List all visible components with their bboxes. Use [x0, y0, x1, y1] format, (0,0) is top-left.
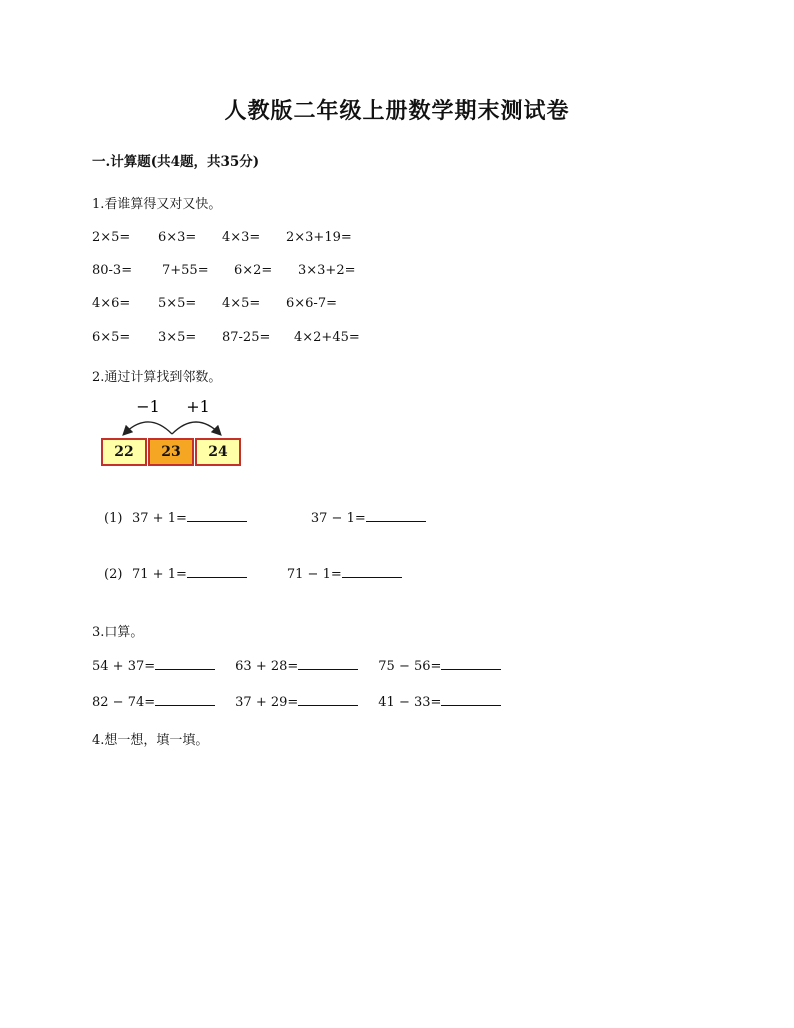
page-title: 人教版二年级上册数学期末测试卷: [224, 98, 570, 124]
q1-expression: 4×6=: [92, 296, 131, 311]
q1-expression: 4×3=: [222, 230, 261, 245]
answer-blank[interactable]: [366, 509, 426, 522]
q3-expression: 75 − 56=: [378, 659, 442, 674]
q1-expression: 5×5=: [158, 296, 197, 311]
q1-row-2: [92, 263, 356, 278]
q1-expression: 80-3=: [92, 263, 133, 278]
q1-expression: 4×2+45=: [294, 330, 360, 345]
q3-expression: 37 + 29=: [235, 695, 299, 710]
q2-expression: 71 − 1=: [286, 567, 342, 582]
answer-blank[interactable]: [342, 565, 402, 578]
q2-item-1: [104, 509, 426, 526]
q1-expression: 7+55=: [162, 263, 209, 278]
question-1-prompt: 1.看谁算得又对又快。: [92, 197, 222, 212]
answer-blank[interactable]: [187, 509, 247, 522]
answer-blank[interactable]: [441, 657, 501, 670]
q1-row-1: [92, 230, 352, 245]
q1-row-4: [92, 330, 360, 345]
answer-blank[interactable]: [155, 657, 215, 670]
neighbor-arrows: [100, 396, 250, 438]
q1-expression: 3×5=: [158, 330, 197, 345]
q2-expression: 71 + 1=: [132, 567, 187, 582]
q3-row-1: [92, 657, 501, 674]
q2-expression: 37 − 1=: [310, 511, 366, 526]
q1-expression: 2×5=: [92, 230, 131, 245]
number-box-center: 23: [148, 438, 194, 466]
q3-expression: 54 + 37=: [92, 659, 156, 674]
q1-expression: 6×6-7=: [286, 296, 337, 311]
plus-one-label: +1: [186, 397, 210, 416]
answer-blank[interactable]: [298, 657, 358, 670]
q1-row-3: [92, 296, 337, 311]
q3-expression: 63 + 28=: [235, 659, 299, 674]
question-3-prompt: 3.口算。: [92, 625, 144, 640]
q1-expression: 4×5=: [222, 296, 261, 311]
question-2-prompt: 2.通过计算找到邻数。: [92, 370, 222, 385]
q2-item-2: [104, 565, 402, 582]
answer-blank[interactable]: [187, 565, 247, 578]
minus-arrow: [124, 422, 172, 434]
q1-expression: 6×3=: [158, 230, 197, 245]
answer-blank[interactable]: [155, 693, 215, 706]
question-4-prompt: 4.想一想，填一填。: [92, 733, 209, 748]
q1-expression: 3×3+2=: [298, 263, 356, 278]
q3-expression: 41 − 33=: [378, 695, 442, 710]
item-number: (2): [104, 567, 123, 582]
q1-expression: 6×2=: [234, 263, 273, 278]
item-number: (1): [104, 511, 123, 526]
answer-blank[interactable]: [441, 693, 501, 706]
number-box-left: 22: [101, 438, 147, 466]
number-box-right: 24: [195, 438, 241, 466]
section-heading: 一.计算题(共4题，共35分): [92, 154, 260, 170]
q1-expression: 6×5=: [92, 330, 131, 345]
q1-expression: 87-25=: [222, 330, 271, 345]
q3-row-2: [92, 693, 501, 710]
q1-expression: 2×3+19=: [286, 230, 352, 245]
q3-expression: 82 − 74=: [92, 695, 156, 710]
plus-arrow: [172, 422, 220, 434]
minus-one-label: −1: [136, 397, 160, 416]
answer-blank[interactable]: [298, 693, 358, 706]
q2-expression: 37 + 1=: [132, 511, 187, 526]
